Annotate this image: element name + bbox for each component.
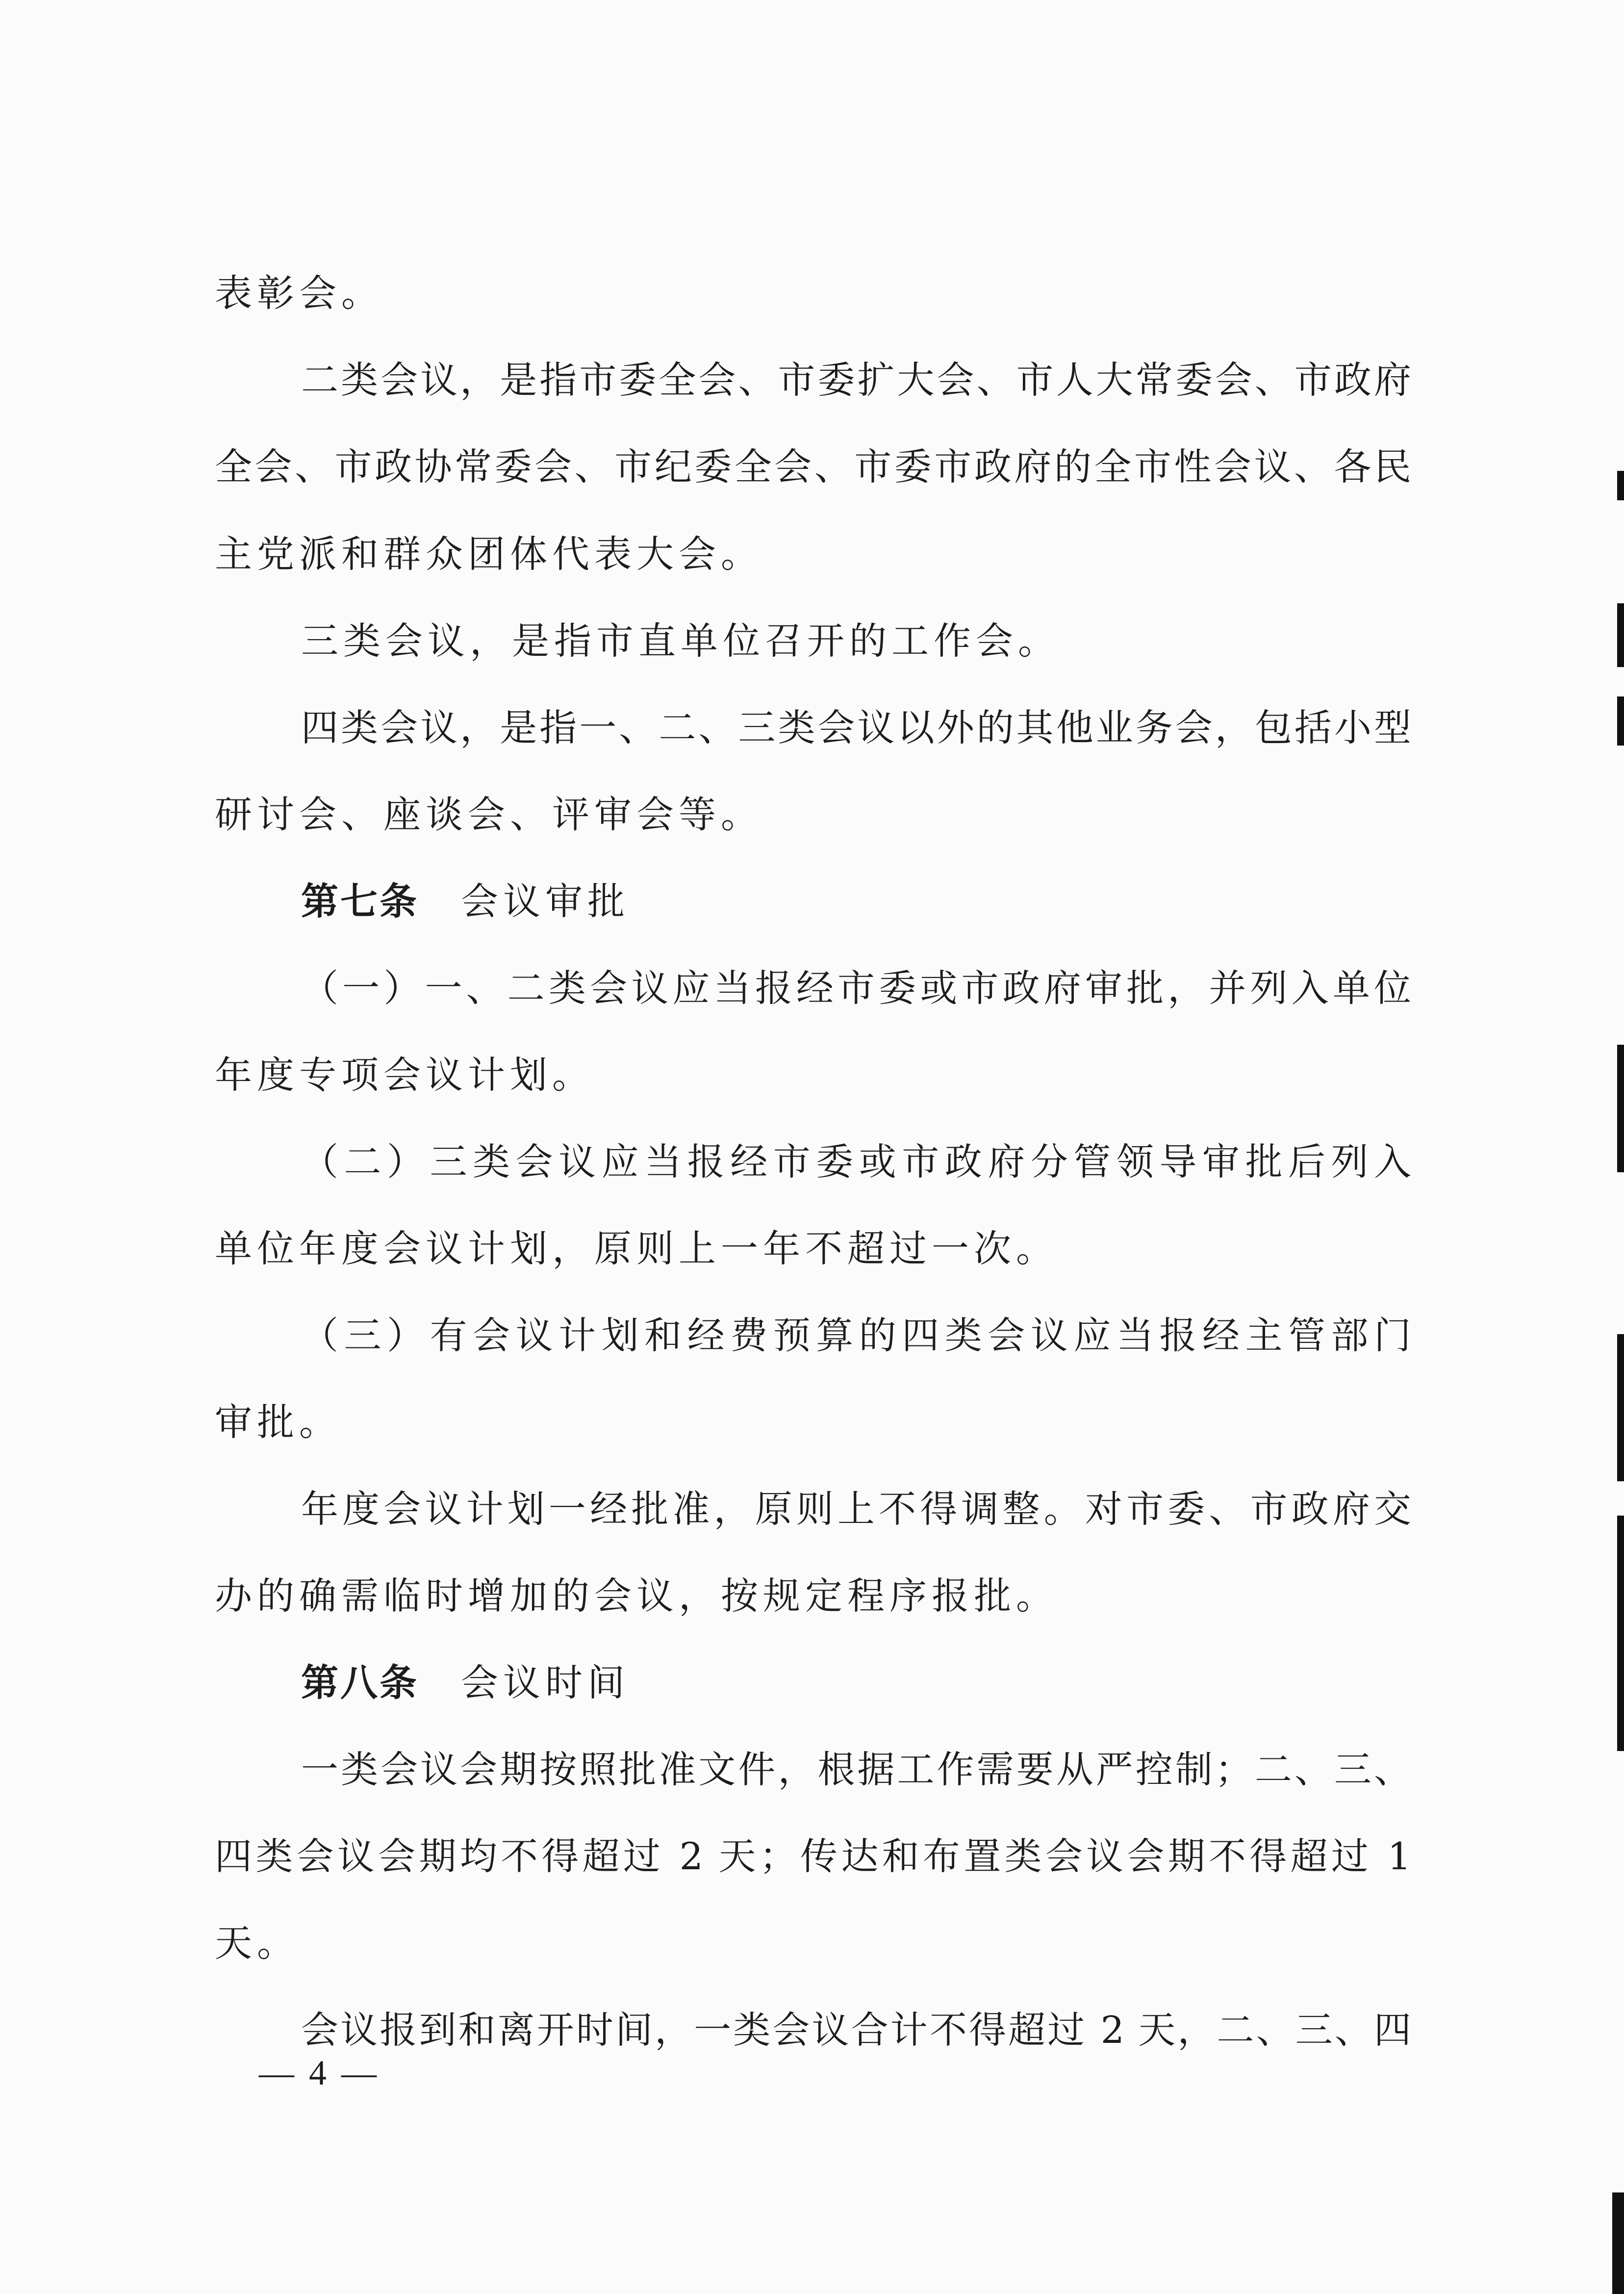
text-line: 四类会议会期均不得超过 2 天；传达和布置类会议会期不得超过 1: [215, 1834, 1411, 1878]
text-line: 全会、市政协常委会、市纪委全会、市委市政府的全市性会议、各民: [215, 445, 1411, 489]
text-line: 研讨会、座谈会、评审会等。: [215, 793, 763, 836]
text-line: 三类会议，是指市直单位召开的工作会。: [301, 619, 1060, 663]
scan-edge-mark: [1612, 2192, 1624, 2294]
article-title: 会议时间: [461, 1661, 630, 1704]
scan-edge-mark: [1617, 1045, 1624, 1172]
text-line: （二）三类会议应当报经市委或市政府分管领导审批后列入: [301, 1140, 1411, 1184]
text-line: 表彰会。: [215, 271, 383, 315]
text-line: （一）一、二类会议应当报经市委或市政府审批，并列入单位: [301, 966, 1411, 1010]
article-label: 第七条: [301, 879, 419, 923]
text-line: 二类会议，是指市委全会、市委扩大会、市人大常委会、市政府: [301, 358, 1411, 402]
scan-edge-mark: [1617, 1516, 1624, 1751]
text-line: 审批。: [215, 1400, 341, 1444]
text-line: 单位年度会议计划，原则上一年不超过一次。: [215, 1227, 1058, 1270]
text-line: 会议报到和离开时间，一类会议合计不得超过 2 天，二、三、四: [301, 2008, 1411, 2052]
article-heading: [301, 1658, 630, 1707]
article-heading: [301, 877, 630, 926]
scan-edge-mark: [1617, 696, 1624, 746]
scan-edge-mark: [1617, 1334, 1624, 1481]
text-line: 天。: [215, 1921, 299, 1965]
article-title: 会议审批: [461, 879, 630, 923]
text-line: 主党派和群众团体代表大会。: [215, 532, 763, 576]
text-line: 年度会议计划一经批准，原则上不得调整。对市委、市政府交: [301, 1487, 1411, 1531]
article-label: 第八条: [301, 1661, 419, 1704]
text-line: 办的确需临时增加的会议，按规定程序报批。: [215, 1574, 1058, 1618]
scan-edge-mark: [1617, 603, 1624, 667]
text-line: 四类会议，是指一、二、三类会议以外的其他业务会，包括小型: [301, 706, 1411, 749]
page-number: — 4 —: [259, 2053, 380, 2092]
scan-edge-mark: [1617, 471, 1624, 500]
text-line: （三）有会议计划和经费预算的四类会议应当报经主管部门: [301, 1314, 1411, 1357]
text-line: 一类会议会期按照批准文件，根据工作需要从严控制；二、三、: [301, 1748, 1411, 1791]
text-line: 年度专项会议计划。: [215, 1053, 594, 1097]
